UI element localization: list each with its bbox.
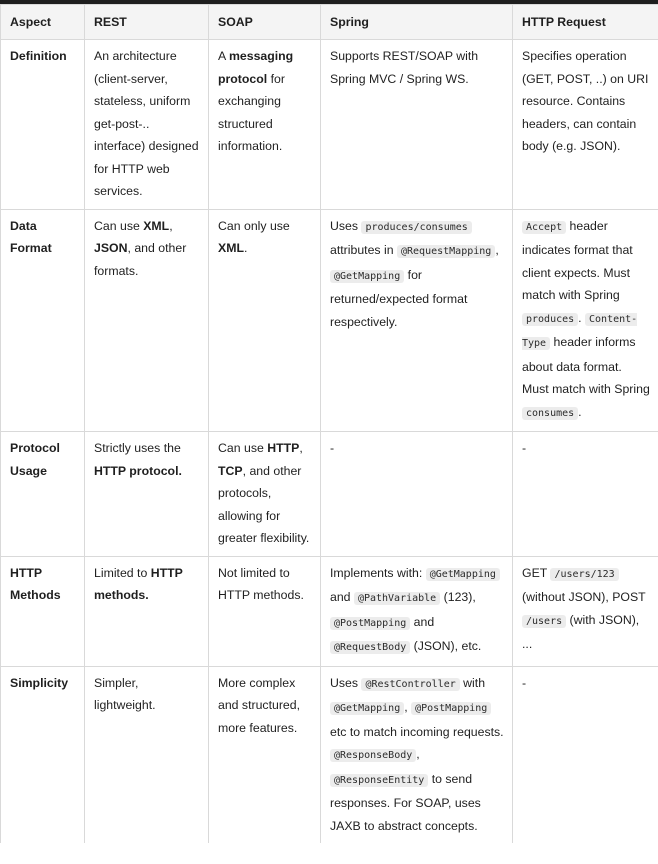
cell-text: and <box>330 590 354 604</box>
cell-text: Can only use <box>218 218 290 233</box>
cell-text: GET <box>522 565 551 580</box>
cell-text: (JSON), etc. <box>410 639 482 653</box>
spring-cell <box>321 556 513 666</box>
bold-text: HTTP protocol. <box>94 463 182 478</box>
inline-code: /users <box>522 615 566 628</box>
row-aspect: Data Format <box>1 209 85 432</box>
cell-text: , <box>404 700 412 714</box>
soap-cell <box>209 209 321 432</box>
soap-cell <box>209 666 321 843</box>
soap-cell <box>209 432 321 557</box>
cell-text: (123), <box>440 590 476 604</box>
cell-text: , <box>299 441 303 455</box>
comparison-table <box>0 4 658 843</box>
table-row <box>1 40 658 210</box>
inline-code: @RestController <box>361 678 459 691</box>
inline-code: Content-Type <box>522 313 638 349</box>
bold-text: HTTP methods. <box>94 565 183 602</box>
rest-cell <box>85 432 209 557</box>
inline-code: @GetMapping <box>426 568 500 581</box>
http-request-cell <box>513 40 658 210</box>
cell-text: A <box>218 49 229 63</box>
row-aspect: Simplicity <box>1 666 85 843</box>
cell-text: Implements with: <box>330 565 426 580</box>
cell-text: Simpler, lightweight. <box>94 675 156 712</box>
spring-cell <box>321 209 513 432</box>
cell-text: . <box>578 310 586 325</box>
table-row <box>1 666 658 843</box>
inline-code: Accept <box>522 221 566 234</box>
table-header-row <box>1 5 658 40</box>
cell-text: , and other protocols, allowing for greater flexibility. <box>218 463 310 545</box>
bold-text: TCP <box>218 463 243 478</box>
http-request-cell <box>513 432 658 557</box>
bold-text: messaging protocol <box>218 49 294 86</box>
cell-text: , <box>495 243 499 257</box>
cell-text: - <box>522 675 527 690</box>
header-http-request: HTTP Request <box>513 5 658 40</box>
cell-text: Limited to <box>94 565 151 580</box>
rest-cell <box>85 209 209 432</box>
inline-code: @GetMapping <box>330 702 404 715</box>
cell-text: Can use <box>218 441 268 455</box>
http-request-cell <box>513 209 658 432</box>
table-row <box>1 432 658 557</box>
cell-text: . <box>578 404 582 419</box>
header-aspect: Aspect <box>1 5 85 40</box>
bold-text: XML <box>143 218 170 233</box>
spring-cell <box>321 666 513 843</box>
spring-cell <box>321 40 513 210</box>
cell-text: for returned/expected format respectively. <box>330 267 468 329</box>
header-spring: Spring <box>321 5 513 40</box>
inline-code: @ResponseEntity <box>330 774 428 787</box>
rest-cell <box>85 556 209 666</box>
cell-text: and <box>410 614 435 629</box>
cell-text: Specifies operation (GET, POST, ..) on URI resource. Contains headers, can contain body (e.g. JSON). <box>522 49 649 153</box>
header-rest: REST <box>85 5 209 40</box>
soap-cell <box>209 556 321 666</box>
row-aspect: Protocol Usage <box>1 432 85 557</box>
cell-text: header indicates format that client expects. Must match with Spring <box>522 218 633 302</box>
cell-text: Strictly uses the <box>94 441 181 455</box>
cell-text: to send responses. For SOAP, uses JAXB to abstract concepts. <box>330 771 481 833</box>
cell-text: attributes in <box>330 243 397 257</box>
http-request-cell <box>513 556 658 666</box>
header-soap: SOAP <box>209 5 321 40</box>
cell-text: etc to match incoming requests. <box>330 724 504 739</box>
http-request-cell <box>513 666 658 843</box>
row-aspect: Definition <box>1 40 85 210</box>
bold-text: XML <box>218 241 244 255</box>
inline-code: produces/consumes <box>361 221 471 234</box>
soap-cell <box>209 40 321 210</box>
cell-text: Supports REST/SOAP with Spring MVC / Spring WS. <box>330 49 479 86</box>
cell-text: Uses <box>330 218 362 233</box>
cell-text: (without JSON), POST <box>522 590 646 604</box>
cell-text: header informs about data format. Must match with Spring <box>522 335 650 396</box>
rest-cell <box>85 666 209 843</box>
inline-code: @RequestMapping <box>397 245 495 258</box>
cell-text: for exchanging structured information. <box>218 71 285 153</box>
table-row <box>1 209 658 432</box>
cell-text: An architecture (client-server, stateless, uniform get-post-.. interface) designed for HTTP web services. <box>94 49 199 198</box>
bold-text: JSON <box>94 241 128 255</box>
inline-code: @PostMapping <box>330 617 410 630</box>
cell-text: , <box>416 747 420 761</box>
rest-cell <box>85 40 209 210</box>
cell-text: - <box>522 441 527 455</box>
bold-text: HTTP <box>267 441 300 455</box>
inline-code: @PathVariable <box>354 592 440 605</box>
inline-code: consumes <box>522 407 578 420</box>
inline-code: /users/123 <box>550 568 618 581</box>
spring-cell <box>321 432 513 557</box>
cell-text: Uses <box>330 675 362 690</box>
cell-text: , <box>169 218 173 233</box>
row-aspect: HTTP Methods <box>1 556 85 666</box>
cell-text: Can use <box>94 218 144 233</box>
inline-code: @PostMapping <box>411 702 491 715</box>
cell-text: More complex and structured, more features. <box>218 675 301 735</box>
cell-text: Not limited to HTTP methods. <box>218 565 304 602</box>
cell-text: , and other formats. <box>94 241 187 278</box>
cell-text: - <box>330 441 335 455</box>
inline-code: @ResponseBody <box>330 749 416 762</box>
cell-text: (with JSON), ... <box>522 612 640 651</box>
cell-text: . <box>243 241 248 255</box>
inline-code: @RequestBody <box>330 641 410 654</box>
table-row <box>1 556 658 666</box>
inline-code: @GetMapping <box>330 270 404 283</box>
inline-code: produces <box>522 313 578 326</box>
cell-text: with <box>459 675 486 690</box>
